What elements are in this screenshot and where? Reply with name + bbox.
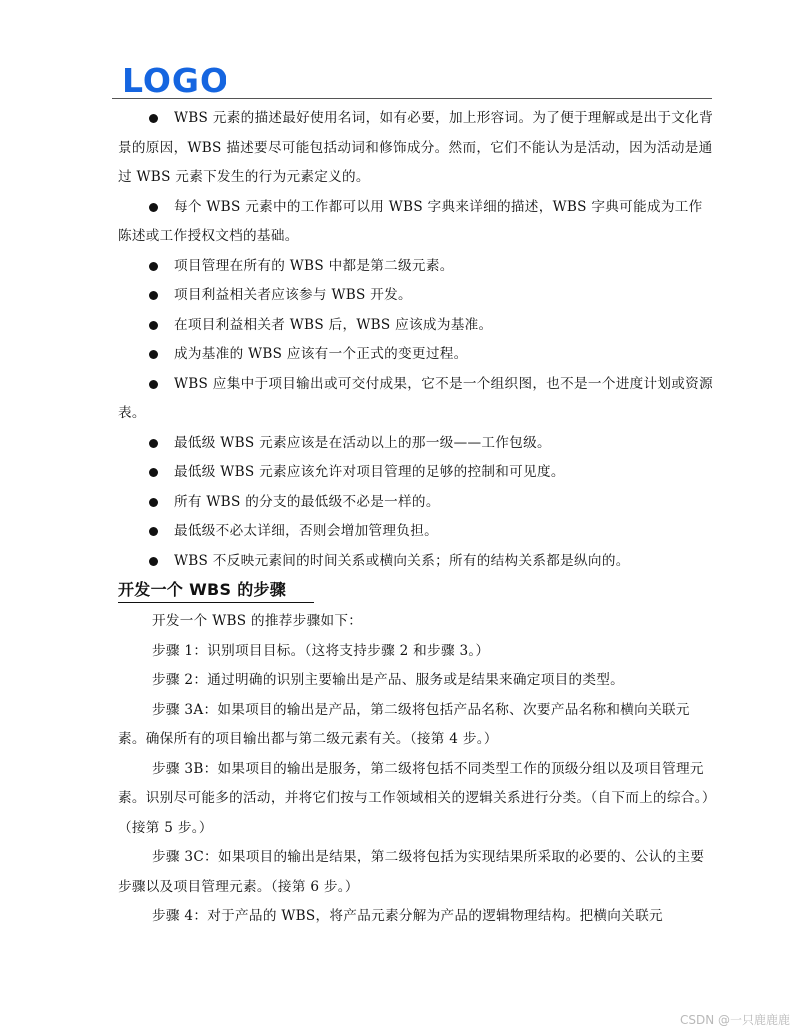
list-item xyxy=(118,370,714,429)
logo-graphic xyxy=(122,60,226,98)
bullet-icon xyxy=(149,321,158,330)
list-item-text: WBS 应集中于项目输出或可交付成果，它不是一个组织图，也不是一个进度计划或资源表。 xyxy=(118,375,713,421)
list-item xyxy=(118,104,714,193)
bullet-icon xyxy=(149,262,158,271)
list-item xyxy=(118,311,714,341)
list-item xyxy=(118,193,714,252)
watermark: CSDN @一只鹿鹿鹿 xyxy=(679,1013,790,1027)
paragraph: 步骤 3A：如果项目的输出是产品，第二级将包括产品名称、次要产品名称和横向关联元素。确保所有的项目输出都与第二级元素有关。（接第 4 步。） xyxy=(118,701,690,747)
paragraph: 开发一个 WBS 的推荐步骤如下： xyxy=(152,613,363,629)
bullet-icon xyxy=(149,439,158,448)
bullet-list xyxy=(118,104,714,576)
list-item-text: 所有 WBS 的分支的最低级不必是一样的。 xyxy=(174,493,440,510)
paragraph: 步骤 2：通过明确的识别主要输出是产品、服务或是结果来确定项目的类型。 xyxy=(152,672,625,688)
list-item-text: 项目利益相关者应该参与 WBS 开发。 xyxy=(174,287,412,303)
list-item xyxy=(118,252,714,282)
section-heading: 开发一个 WBS 的步骤 xyxy=(118,578,314,603)
list-item-text: 最低级不必太详细，否则会增加管理负担。 xyxy=(174,523,438,539)
list-item-text: 在项目利益相关者 WBS 后，WBS 应该成为基准。 xyxy=(174,316,493,333)
logo xyxy=(122,60,226,98)
list-item xyxy=(118,517,714,547)
list-item-text: 项目管理在所有的 WBS 中都是第二级元素。 xyxy=(174,257,454,274)
bullet-icon xyxy=(149,380,158,389)
paragraph: 步骤 4：对于产品的 WBS，将产品元素分解为产品的逻辑物理结构。把横向关联元 xyxy=(152,908,663,924)
paragraph: 步骤 3B：如果项目的输出是服务，第二级将包括不同类型工作的顶级分组以及项目管理元素。识别尽可能多的活动，并将它们按与工作领域相关的逻辑关系进行分类。（自下而上的综合。）（接第 5 步。） xyxy=(118,760,709,836)
bullet-icon xyxy=(149,527,158,536)
paragraph: 步骤 1：识别项目目标。（这将支持步骤 2 和步骤 3。） xyxy=(152,642,490,659)
list-item-text: 最低级 WBS 元素应该允许对项目管理的足够的控制和可见度。 xyxy=(174,464,565,480)
list-item-text: 每个 WBS 元素中的工作都可以用 WBS 字典来详细的描述，WBS 字典可能成为工作陈述或工作授权文档的基础。 xyxy=(118,198,703,244)
list-item xyxy=(118,488,714,518)
paragraph: 步骤 3C：如果项目的输出是结果，第二级将包括为实现结果所采取的必要的、公认的主要步骤以及项目管理元素。（接第 6 步。） xyxy=(118,849,705,895)
document-body xyxy=(118,104,714,932)
list-item-text: WBS 元素的描述最好使用名词，如有必要，加上形容词。为了便于理解或是出于文化背景的原因，WBS 描述要尽可能包括动词和修饰成分。然而，它们不能认为是活动，因为活动是通过 WBS 元素下发生的行为元素定义的。 xyxy=(118,110,713,185)
list-item-text: 最低级 WBS 元素应该是在活动以上的那一级——工作包级。 xyxy=(174,434,551,451)
bullet-icon xyxy=(149,498,158,507)
list-item xyxy=(118,340,714,370)
bullet-icon xyxy=(149,114,158,123)
list-item xyxy=(118,281,714,311)
list-item xyxy=(118,429,714,459)
list-item-text: 成为基准的 WBS 应该有一个正式的变更过程。 xyxy=(174,346,468,362)
list-item xyxy=(118,458,714,488)
list-item-text: WBS 不反映元素间的时间关系或横向关系；所有的结构关系都是纵向的。 xyxy=(174,552,630,569)
logo-text: LOGO xyxy=(122,61,226,98)
bullet-icon xyxy=(149,468,158,477)
bullet-icon xyxy=(149,203,158,212)
bullet-icon xyxy=(149,291,158,300)
list-item xyxy=(118,547,714,577)
bullet-icon xyxy=(149,350,158,359)
section-paragraphs xyxy=(118,607,714,932)
bullet-icon xyxy=(149,557,158,566)
header-divider xyxy=(112,98,712,99)
